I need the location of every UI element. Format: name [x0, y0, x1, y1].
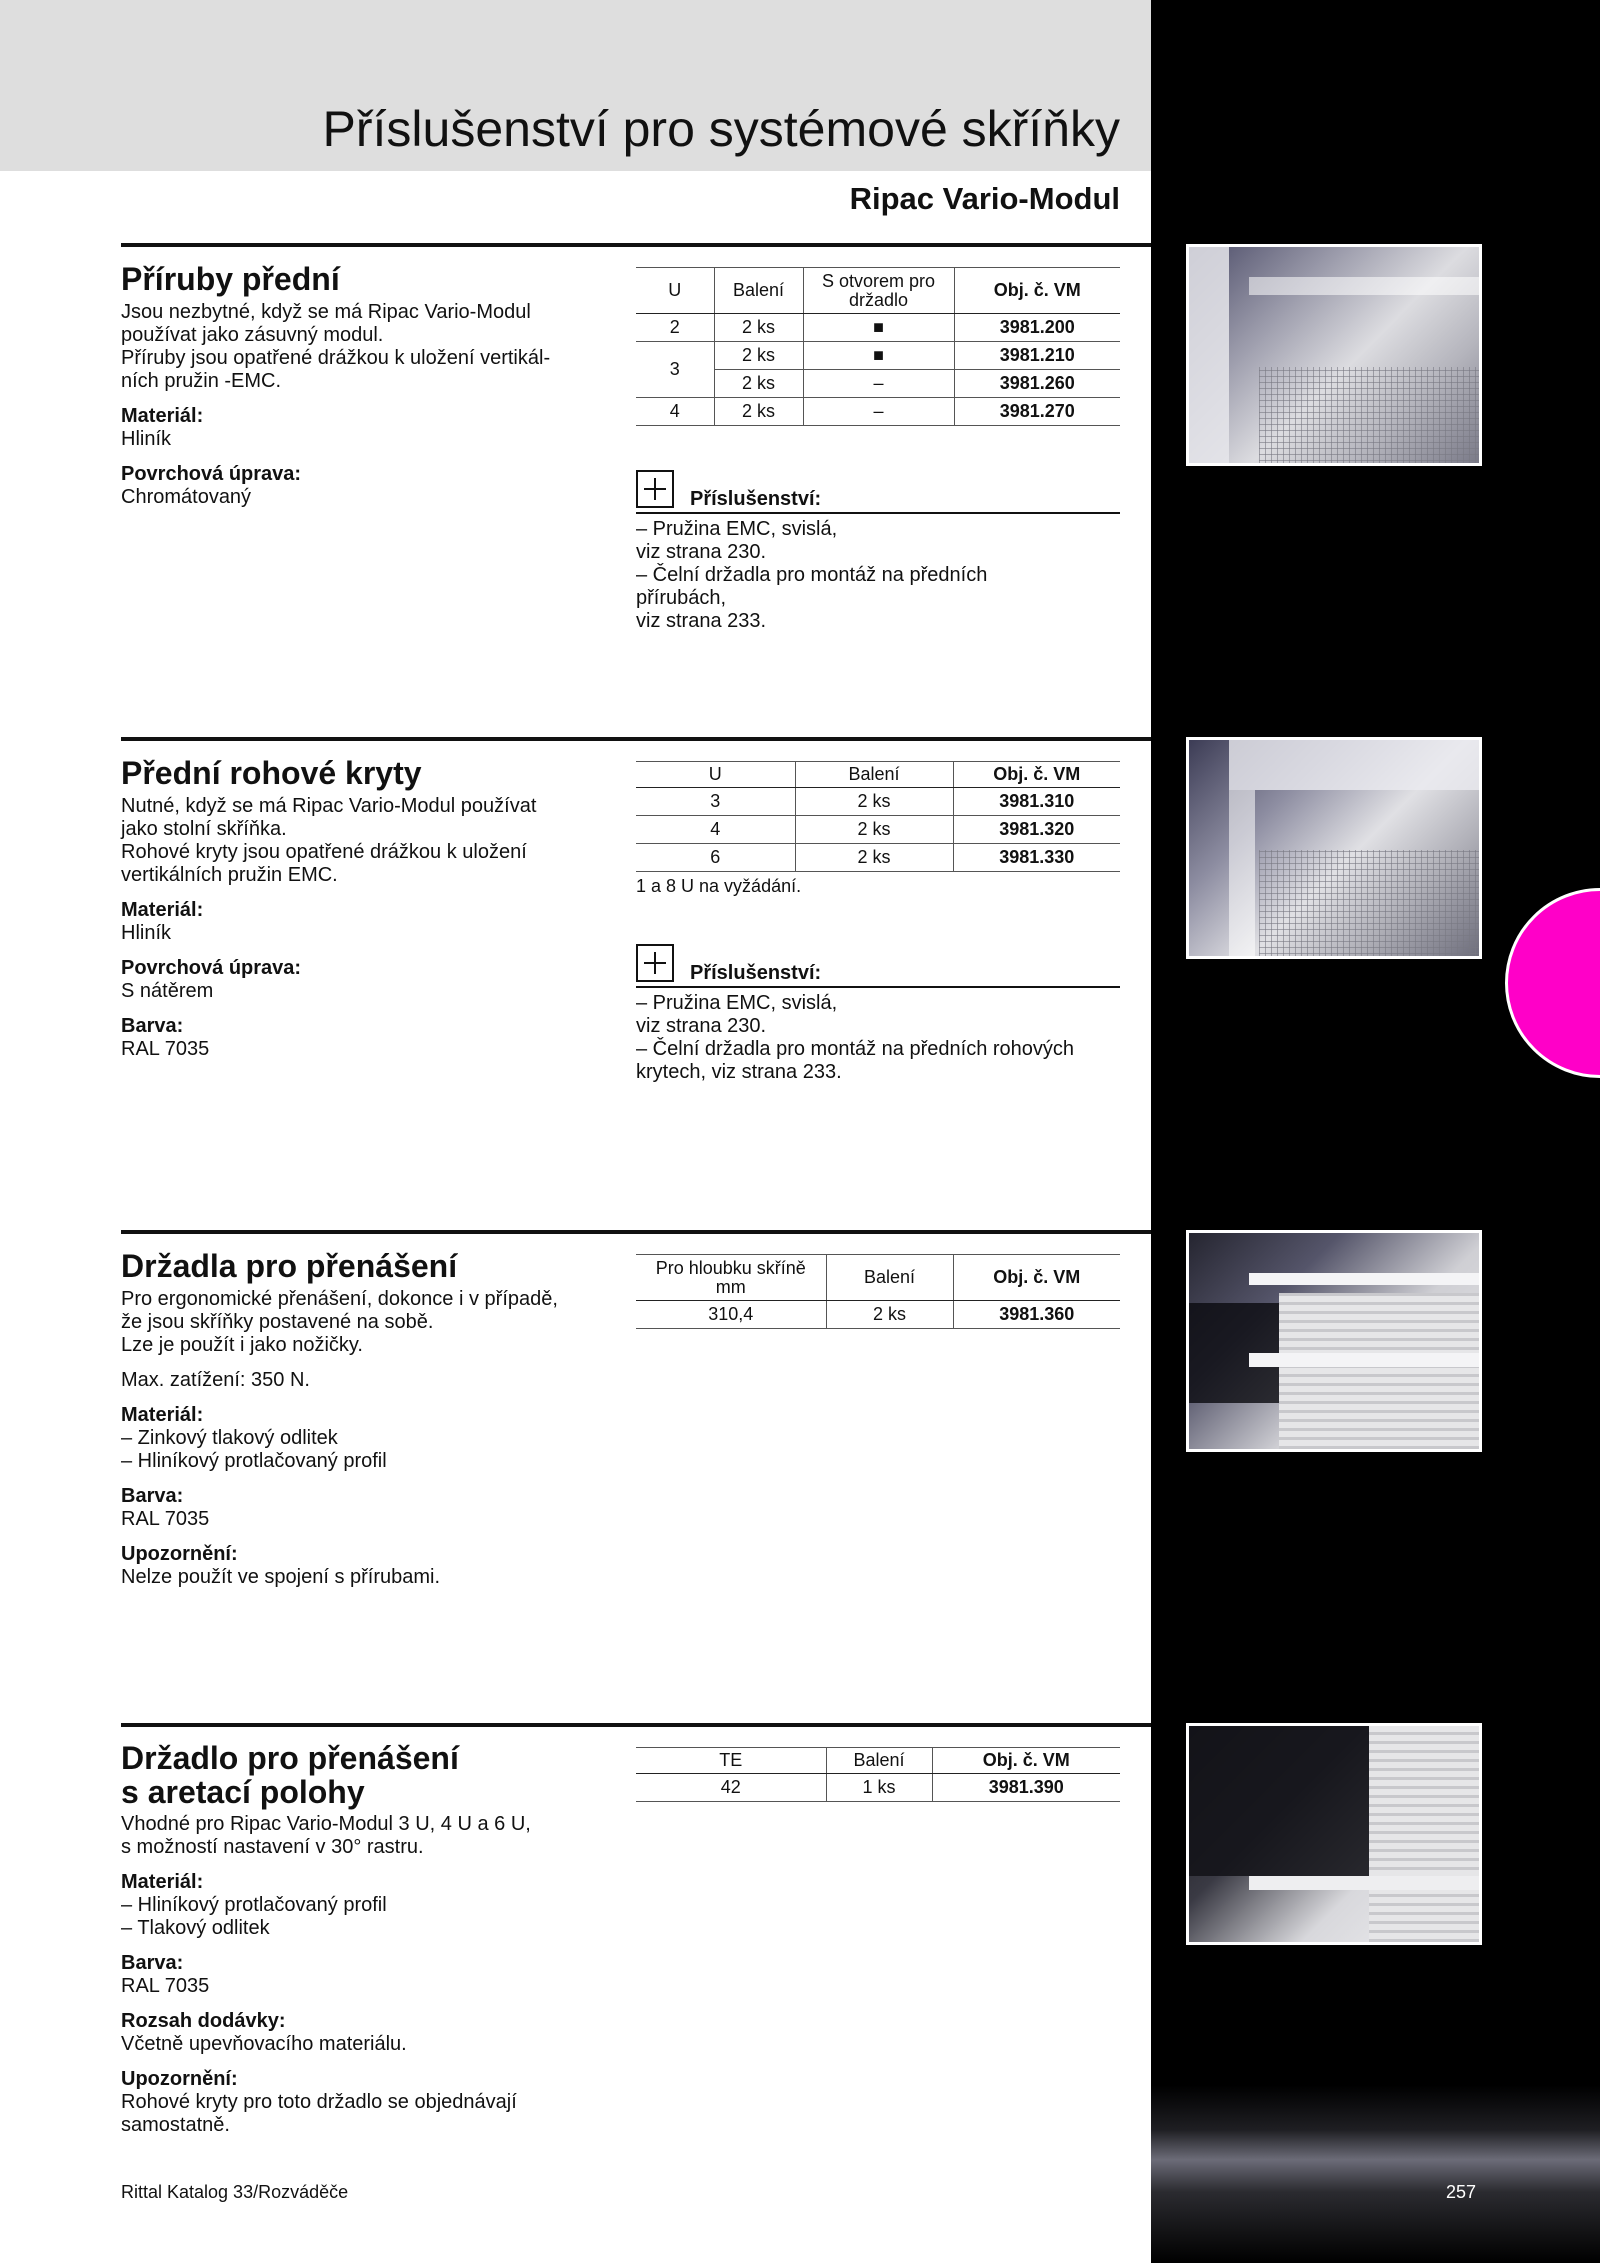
- accessory-line: viz strana 233.: [636, 610, 767, 632]
- cell-code: 3981.320: [953, 816, 1120, 844]
- cell-hole: –: [803, 370, 954, 398]
- cell-pack: 1 ks: [826, 1774, 932, 1802]
- prop-line: – Zinkový tlakový odlitek: [121, 1427, 338, 1449]
- product-photo-carry-handles: [1186, 1230, 1482, 1452]
- plus-icon: [636, 470, 674, 508]
- accessories-header: [636, 944, 1120, 988]
- col-header: Pro hloubku skříně mm: [636, 1255, 826, 1301]
- prop-line: samostatně.: [121, 2114, 230, 2136]
- accessory-line: – Čelní držadla pro montáž na předních rohových: [636, 1038, 1075, 1060]
- prop-value: Chromátovaný: [121, 486, 252, 508]
- cell-pack: 2 ks: [795, 816, 953, 844]
- prop-label: Povrchová úprava:: [121, 463, 302, 485]
- page-number: 257: [1446, 2182, 1477, 2202]
- table-row: [636, 398, 1120, 426]
- accessories-block: [636, 470, 1120, 633]
- col-header: Balení: [714, 268, 803, 314]
- table-row: [636, 1774, 1120, 1802]
- footer-catalog: Rittal Katalog 33/Rozváděče: [121, 2182, 349, 2202]
- prop-value: RAL 7035: [121, 1975, 210, 1997]
- cell-u: 4: [636, 398, 714, 426]
- cell-hole: –: [803, 398, 954, 426]
- spec-table: [636, 1747, 1120, 1802]
- col-header: Balení: [795, 762, 953, 788]
- cell-u: 6: [636, 844, 795, 872]
- section-text: [121, 1248, 601, 1589]
- accessories-block: [636, 944, 1120, 1084]
- prop-notice: [121, 2068, 601, 2137]
- col-header: Balení: [826, 1748, 932, 1774]
- col-header: U: [636, 762, 795, 788]
- prop-color: [121, 1952, 601, 1998]
- prop-surface: [121, 957, 601, 1003]
- prop-label: Materiál:: [121, 1404, 204, 1426]
- desc-line: ních pružin -EMC.: [121, 370, 282, 392]
- cell-te: 42: [636, 1774, 826, 1802]
- prop-label: Materiál:: [121, 899, 204, 921]
- accessory-line: – Čelní držadla pro montáž na předních: [636, 564, 988, 586]
- desc-line: že jsou skříňky postavené na sobě.: [121, 1311, 434, 1333]
- col-header: TE: [636, 1748, 826, 1774]
- spec-table: [636, 761, 1120, 872]
- section-title: Držadla pro přenášení: [121, 1248, 458, 1284]
- prop-label: Upozornění:: [121, 2068, 238, 2090]
- desc-line: Rohové kryty jsou opatřené drážkou k uložení: [121, 841, 527, 863]
- section-title: Příruby přední: [121, 261, 340, 297]
- table-row: [636, 788, 1120, 816]
- accessories-list: [636, 992, 1120, 1084]
- prop-material: [121, 405, 601, 451]
- section-title: Přední rohové kryty: [121, 755, 422, 791]
- accessories-header: [636, 470, 1120, 514]
- accessory-item: [636, 992, 1120, 1038]
- section-description: [121, 301, 601, 393]
- title-line: s aretací polohy: [121, 1774, 365, 1810]
- prop-value: Včetně upevňovacího materiálu.: [121, 2033, 407, 2055]
- spec-table: [636, 267, 1120, 426]
- desc-line: používat jako zásuvný modul.: [121, 324, 384, 346]
- cell-pack: 2 ks: [795, 844, 953, 872]
- desc-line: vertikálních pružin EMC.: [121, 864, 338, 886]
- prop-value: S nátěrem: [121, 980, 214, 1002]
- accessories-title: Příslušenství:: [690, 488, 822, 510]
- prop-value: Hliník: [121, 922, 172, 944]
- prop-material: [121, 1404, 601, 1473]
- desc-line: Nutné, když se má Ripac Vario-Modul používat: [121, 795, 537, 817]
- cell-pack: 2 ks: [714, 370, 803, 398]
- cell-pack: 2 ks: [795, 788, 953, 816]
- section-text: [121, 261, 601, 509]
- prop-label: Upozornění:: [121, 1543, 238, 1565]
- prop-value: RAL 7035: [121, 1508, 210, 1530]
- cell-code: 3981.330: [953, 844, 1120, 872]
- col-header: S otvorem pro držadlo: [803, 268, 954, 314]
- cell-depth: 310,4: [636, 1301, 826, 1329]
- accessory-item: [636, 1038, 1120, 1084]
- cell-code: 3981.210: [954, 342, 1120, 370]
- section-title: [121, 1741, 601, 1809]
- prop-surface: [121, 463, 601, 509]
- table-note: 1 a 8 U na vyžádání.: [636, 876, 802, 896]
- accessory-line: – Pružina EMC, svislá,: [636, 518, 838, 540]
- prop-notice: [121, 1543, 601, 1589]
- accessory-line: přírubách,: [636, 587, 727, 609]
- cell-pack: 2 ks: [826, 1301, 953, 1329]
- desc-line: Příruby jsou opatřené drážkou k uložení vertikál-: [121, 347, 551, 369]
- prop-label: Barva:: [121, 1952, 184, 1974]
- prop-line: – Hliníkový protlačovaný profil: [121, 1894, 387, 1916]
- desc-line: jako stolní skříňka.: [121, 818, 287, 840]
- col-header: Obj. č. VM: [953, 1255, 1120, 1301]
- cell-code: 3981.200: [954, 314, 1120, 342]
- section-rule: [121, 1723, 1151, 1727]
- prop-material: [121, 1871, 601, 1940]
- cell-code: 3981.260: [954, 370, 1120, 398]
- cell-u: 3: [636, 342, 714, 398]
- accessory-item: [636, 518, 1120, 564]
- accessories-list: [636, 518, 1120, 633]
- prop-line: – Hliníkový protlačovaný profil: [121, 1450, 387, 1472]
- section-rule: [121, 243, 1151, 247]
- cell-code: 3981.360: [953, 1301, 1120, 1329]
- accessory-line: – Pružina EMC, svislá,: [636, 992, 838, 1014]
- prop-label: Rozsah dodávky:: [121, 2010, 286, 2032]
- cell-code: 3981.390: [932, 1774, 1120, 1802]
- plus-icon: [636, 944, 674, 982]
- accessory-line: viz strana 230.: [636, 1015, 767, 1037]
- cell-pack: 2 ks: [714, 314, 803, 342]
- desc-line: Pro ergonomické přenášení, dokonce i v případě,: [121, 1288, 558, 1310]
- col-header: Balení: [826, 1255, 953, 1301]
- table-row: [636, 342, 1120, 370]
- prop-label: Materiál:: [121, 1871, 204, 1893]
- section-rule: [121, 737, 1151, 741]
- prop-value: Nelze použít ve spojení s přírubami.: [121, 1566, 441, 1588]
- desc-line: Lze je použít i jako nožičky.: [121, 1334, 363, 1356]
- col-header: Obj. č. VM: [953, 762, 1120, 788]
- accessory-item: [636, 564, 1120, 633]
- prop-value: RAL 7035: [121, 1038, 210, 1060]
- section-description: [121, 1288, 601, 1357]
- section-text: [121, 1741, 601, 2137]
- desc-line: Vhodné pro Ripac Vario-Modul 3 U, 4 U a 6 U,: [121, 1813, 531, 1835]
- accessory-line: krytech, viz strana 233.: [636, 1061, 842, 1083]
- table-row: [636, 844, 1120, 872]
- cell-hole: ■: [803, 342, 954, 370]
- page-subtitle: Ripac Vario-Modul: [849, 181, 1120, 216]
- cell-code: 3981.270: [954, 398, 1120, 426]
- product-photo-flanges: [1186, 244, 1482, 466]
- prop-line: – Tlakový odlitek: [121, 1917, 270, 1939]
- prop-label: Povrchová úprava:: [121, 957, 302, 979]
- accessory-line: viz strana 230.: [636, 541, 767, 563]
- prop-label: Barva:: [121, 1015, 184, 1037]
- desc-line: Jsou nezbytné, když se má Ripac Vario-Modul: [121, 301, 531, 323]
- panel-shine: [1151, 2085, 1600, 2263]
- prop-color: [121, 1485, 601, 1531]
- cell-u: 4: [636, 816, 795, 844]
- table-row: [636, 314, 1120, 342]
- table-row: [636, 816, 1120, 844]
- col-header: Obj. č. VM: [932, 1748, 1120, 1774]
- title-line: Držadlo pro přenášení: [121, 1740, 459, 1776]
- cell-hole: ■: [803, 314, 954, 342]
- section-description: [121, 1813, 601, 1859]
- spec-table: [636, 1254, 1120, 1329]
- section-text: [121, 755, 601, 1061]
- product-photo-corner-covers: [1186, 737, 1482, 959]
- section-rule: [121, 1230, 1151, 1234]
- prop-color: [121, 1015, 601, 1061]
- col-header: Obj. č. VM: [954, 268, 1120, 314]
- prop-value: Hliník: [121, 428, 172, 450]
- cell-u: 2: [636, 314, 714, 342]
- prop-line: Rohové kryty pro toto držadlo se objednávají: [121, 2091, 517, 2113]
- product-photo-locking-handle: [1186, 1723, 1482, 1945]
- table-row: [636, 1301, 1120, 1329]
- page-title: Příslušenství pro systémové skříňky: [322, 101, 1120, 157]
- prop-label: Materiál:: [121, 405, 204, 427]
- desc-line: s možností nastavení v 30° rastru.: [121, 1836, 424, 1858]
- cell-pack: 2 ks: [714, 342, 803, 370]
- cell-code: 3981.310: [953, 788, 1120, 816]
- prop-label: Barva:: [121, 1485, 184, 1507]
- accessories-title: Příslušenství:: [690, 962, 822, 984]
- col-header: U: [636, 268, 714, 314]
- cell-u: 3: [636, 788, 795, 816]
- max-load: Max. zatížení: 350 N.: [121, 1369, 310, 1391]
- section-description: [121, 795, 601, 887]
- prop-material: [121, 899, 601, 945]
- cell-pack: 2 ks: [714, 398, 803, 426]
- prop-scope: [121, 2010, 601, 2056]
